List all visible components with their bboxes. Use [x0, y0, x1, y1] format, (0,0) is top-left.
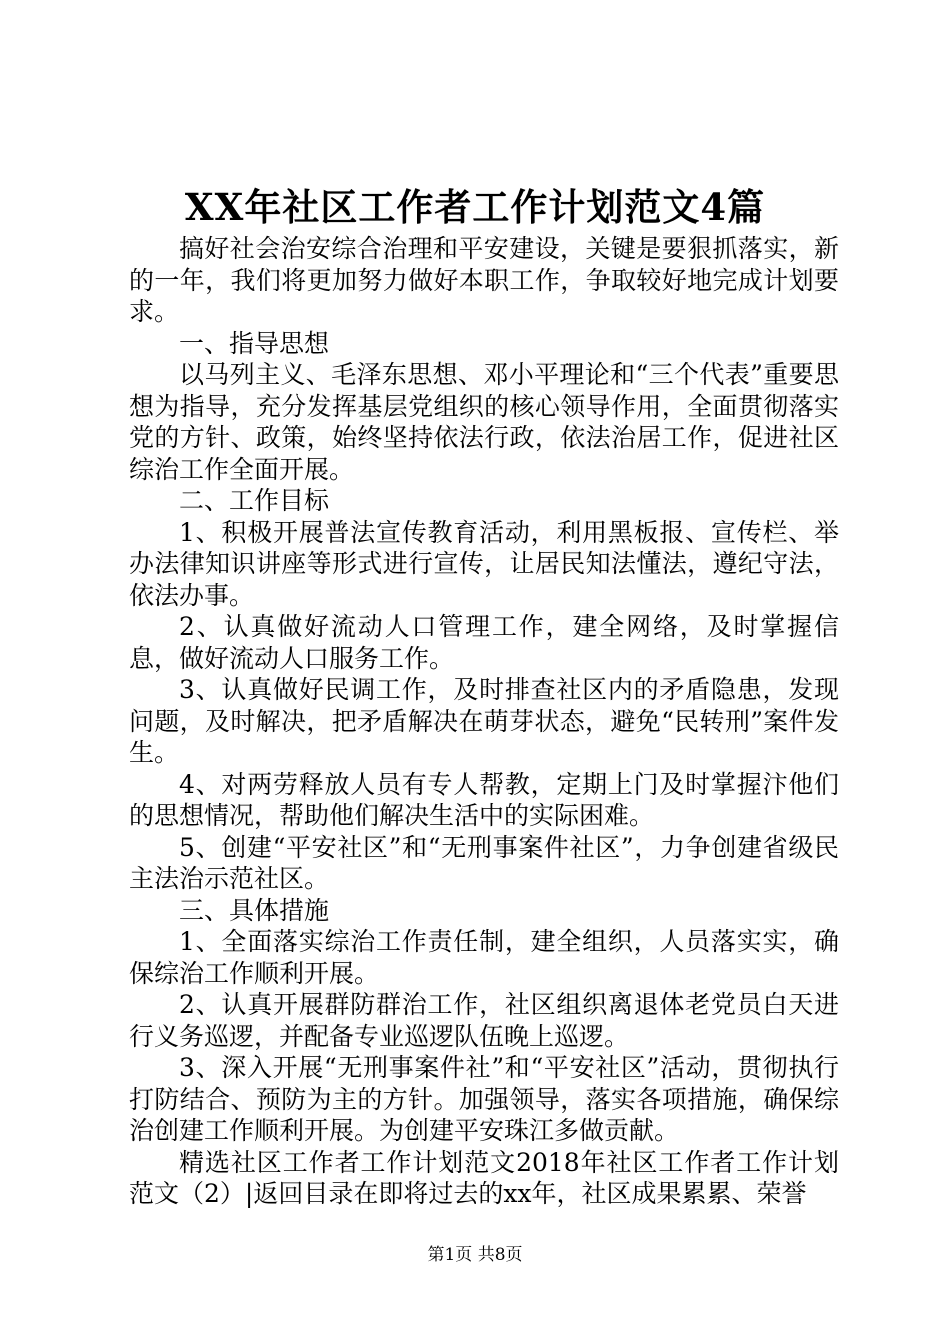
- paragraph-goal-1: 1、积极开展普法宣传教育活动，利用黑板报、宣传栏、举办法律知识讲座等形式进行宣传，让居民知法懂法，遵纪守法，依法办事。: [129, 517, 839, 610]
- paragraph-goal-4: 4、对两劳释放人员有专人帮教，定期上门及时掌握汴他们的思想情况，帮助他们解决生活中的实际困难。: [129, 769, 839, 830]
- paragraph-next-article: 精选社区工作者工作计划范文2018年社区工作者工作计划范文（2）|返回目录在即将过去的xx年，社区成果累累、荣誉: [129, 1147, 839, 1208]
- document-body: [129, 233, 839, 1210]
- heading-work-goals: 二、工作目标: [179, 486, 330, 515]
- paragraph-goal-3: 3、认真做好民调工作，及时排查社区内的矛盾隐患，发现问题，及时解决，把矛盾解决在萌芽状态，避免“民转刑”案件发生。: [129, 675, 839, 767]
- paragraph-measure-2: 2、认真开展群防群治工作，社区组织离退体老党员白天进行义务巡逻，并配备专业巡逻队伍晚上巡逻。: [129, 990, 839, 1051]
- paragraph-goal-2: 2、认真做好流动人口管理工作，建全网络，及时掌握信息，做好流动人口服务工作。: [129, 612, 839, 673]
- page-footer: 第1页 共8页: [427, 1245, 523, 1265]
- paragraph-goal-5: 5、创建“平安社区”和“无刑事案件社区”，力争创建省级民主法治示范社区。: [129, 832, 839, 893]
- paragraph-intro: 搞好社会治安综合治理和平安建设，关键是要狠抓落实，新的一年，我们将更加努力做好本职工作，争取较好地完成计划要求。: [129, 234, 839, 326]
- heading-guiding-ideology: 一、指导思想: [179, 328, 330, 358]
- paragraph-measure-1: 1、全面落实综治工作责任制，建全组织，人员落实实，确保综治工作顺利开展。: [129, 927, 839, 988]
- paragraph-guiding-ideology: 以马列主义、毛泽东思想、邓小平理论和“三个代表”重要思想为指导，充分发挥基层党组织的核心领导作用，全面贯彻落实党的方针、政策，始终坚持依法行政，依法治居工作，促进社区综治工作全面开展。: [129, 360, 839, 484]
- document-title: XX年社区工作者工作计划范文4篇: [184, 185, 766, 229]
- heading-specific-measures: 三、具体措施: [179, 895, 330, 925]
- paragraph-measure-3: 3、深入开展“无刑事案件社”和“平安社区”活动，贯彻执行打防结合、预防为主的方针。加强领导，落实各项措施，确保综治创建工作顺利开展。为创建平安珠江多做贡献。: [129, 1053, 839, 1145]
